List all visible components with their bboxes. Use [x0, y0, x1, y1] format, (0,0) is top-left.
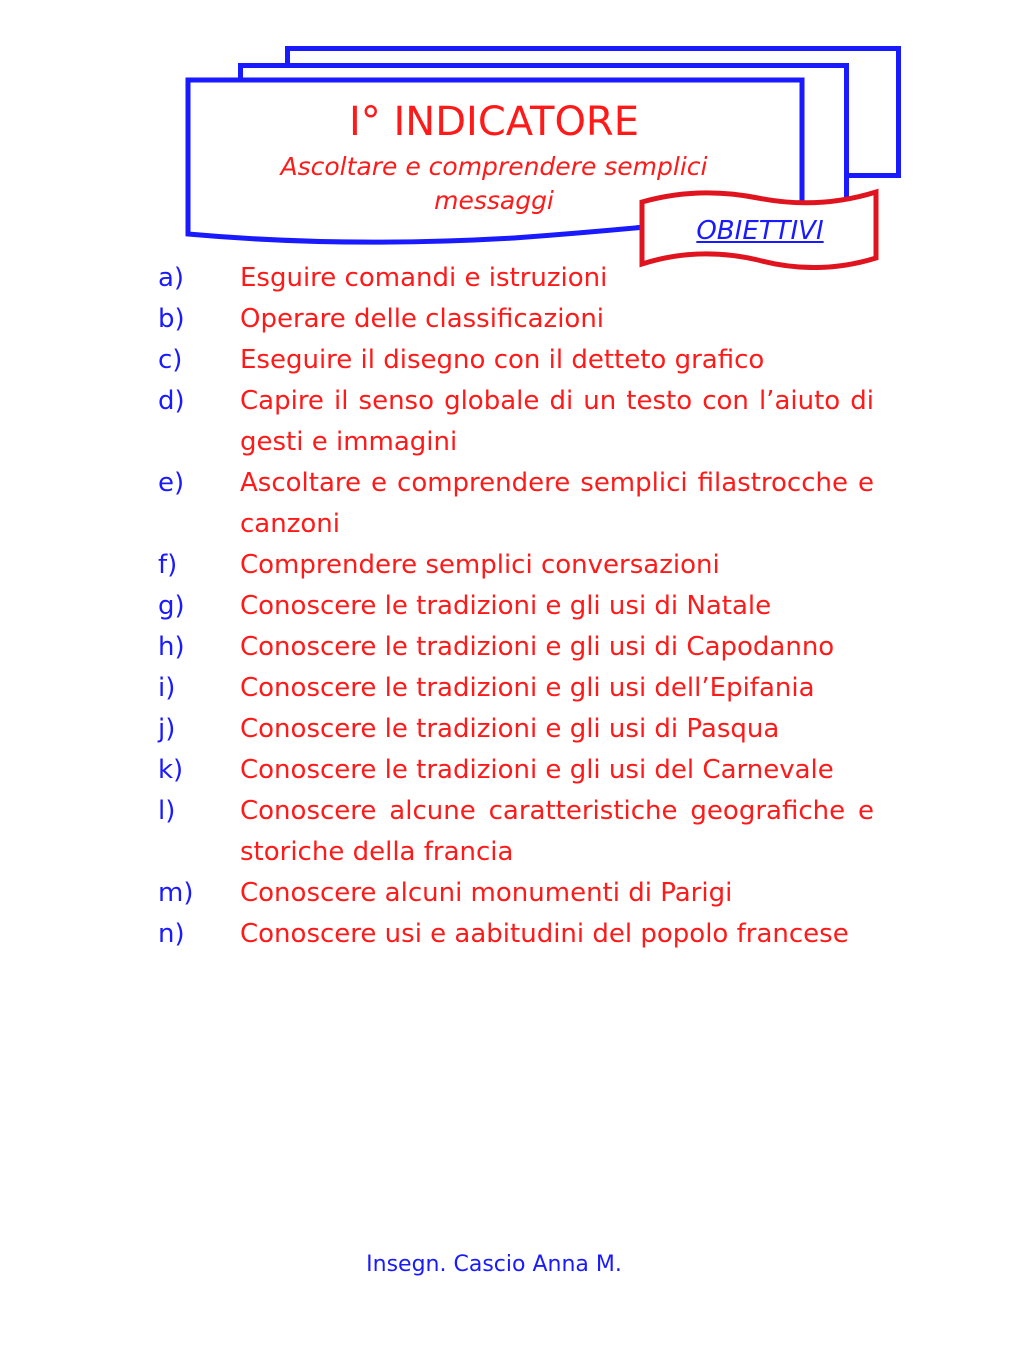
list-item-marker: d) — [158, 386, 185, 416]
list-item-marker: n) — [158, 919, 185, 949]
list-item-marker: i) — [158, 673, 176, 703]
list-item — [158, 463, 874, 545]
list-item-text: Conoscere alcune caratteristiche geografiche e storiche della francia — [240, 796, 874, 867]
list-item — [158, 586, 874, 627]
indicator-subtitle: Ascoltare e comprendere semplici messaggi — [280, 152, 708, 215]
list-item — [158, 750, 874, 791]
list-item-text: Operare delle classificazioni — [240, 304, 605, 334]
list-item-marker: e) — [158, 468, 185, 498]
list-item-marker: j) — [158, 714, 176, 744]
list-item — [158, 545, 874, 586]
list-item — [158, 340, 874, 381]
list-item-text: Conoscere le tradizioni e gli usi del Carnevale — [240, 755, 834, 785]
list-item-marker: c) — [158, 345, 183, 375]
list-item-text: Eseguire il disegno con il detteto grafico — [240, 345, 765, 375]
list-item — [158, 258, 874, 299]
list-item-text: Capire il senso globale di un testo con l’aiuto di gesti e immagini — [240, 386, 874, 457]
list-item — [158, 668, 874, 709]
list-item — [158, 381, 874, 463]
list-item-marker: l) — [158, 796, 176, 826]
list-item-marker: h) — [158, 632, 185, 662]
list-item-text: Conoscere le tradizioni e gli usi di Natale — [240, 591, 772, 621]
list-item-text: Conoscere usi e aabitudini del popolo francese — [240, 919, 849, 949]
list-item — [158, 709, 874, 750]
list-item-text: Ascoltare e comprendere semplici filastrocche e canzoni — [240, 468, 874, 539]
list-item-text: Conoscere alcuni monumenti di Parigi — [240, 878, 733, 908]
list-item-marker: k) — [158, 755, 184, 785]
indicator-title: I° INDICATORE — [349, 99, 639, 145]
list-item-text: Conoscere le tradizioni e gli usi dell’Epifania — [240, 673, 815, 703]
list-item — [158, 627, 874, 668]
list-item — [158, 873, 874, 914]
list-item-text: Conoscere le tradizioni e gli usi di Capodanno — [240, 632, 835, 662]
list-item-marker: m) — [158, 878, 194, 908]
list-item-text: Comprendere semplici conversazioni — [240, 550, 720, 580]
list-item-marker: b) — [158, 304, 185, 334]
list-item-marker: f) — [158, 550, 178, 580]
list-item — [158, 791, 874, 873]
list-item-text: Esguire comandi e istruzioni — [240, 263, 608, 293]
list-item-text: Conoscere le tradizioni e gli usi di Pasqua — [240, 714, 780, 744]
list-item-marker: a) — [158, 263, 185, 293]
objectives-label: OBIETTIVI — [696, 216, 824, 246]
list-item-marker: g) — [158, 591, 185, 621]
list-item — [158, 299, 874, 340]
author-footer: Insegn. Cascio Anna M. — [366, 1252, 622, 1277]
list-item — [158, 914, 874, 955]
objectives-list — [158, 258, 874, 955]
